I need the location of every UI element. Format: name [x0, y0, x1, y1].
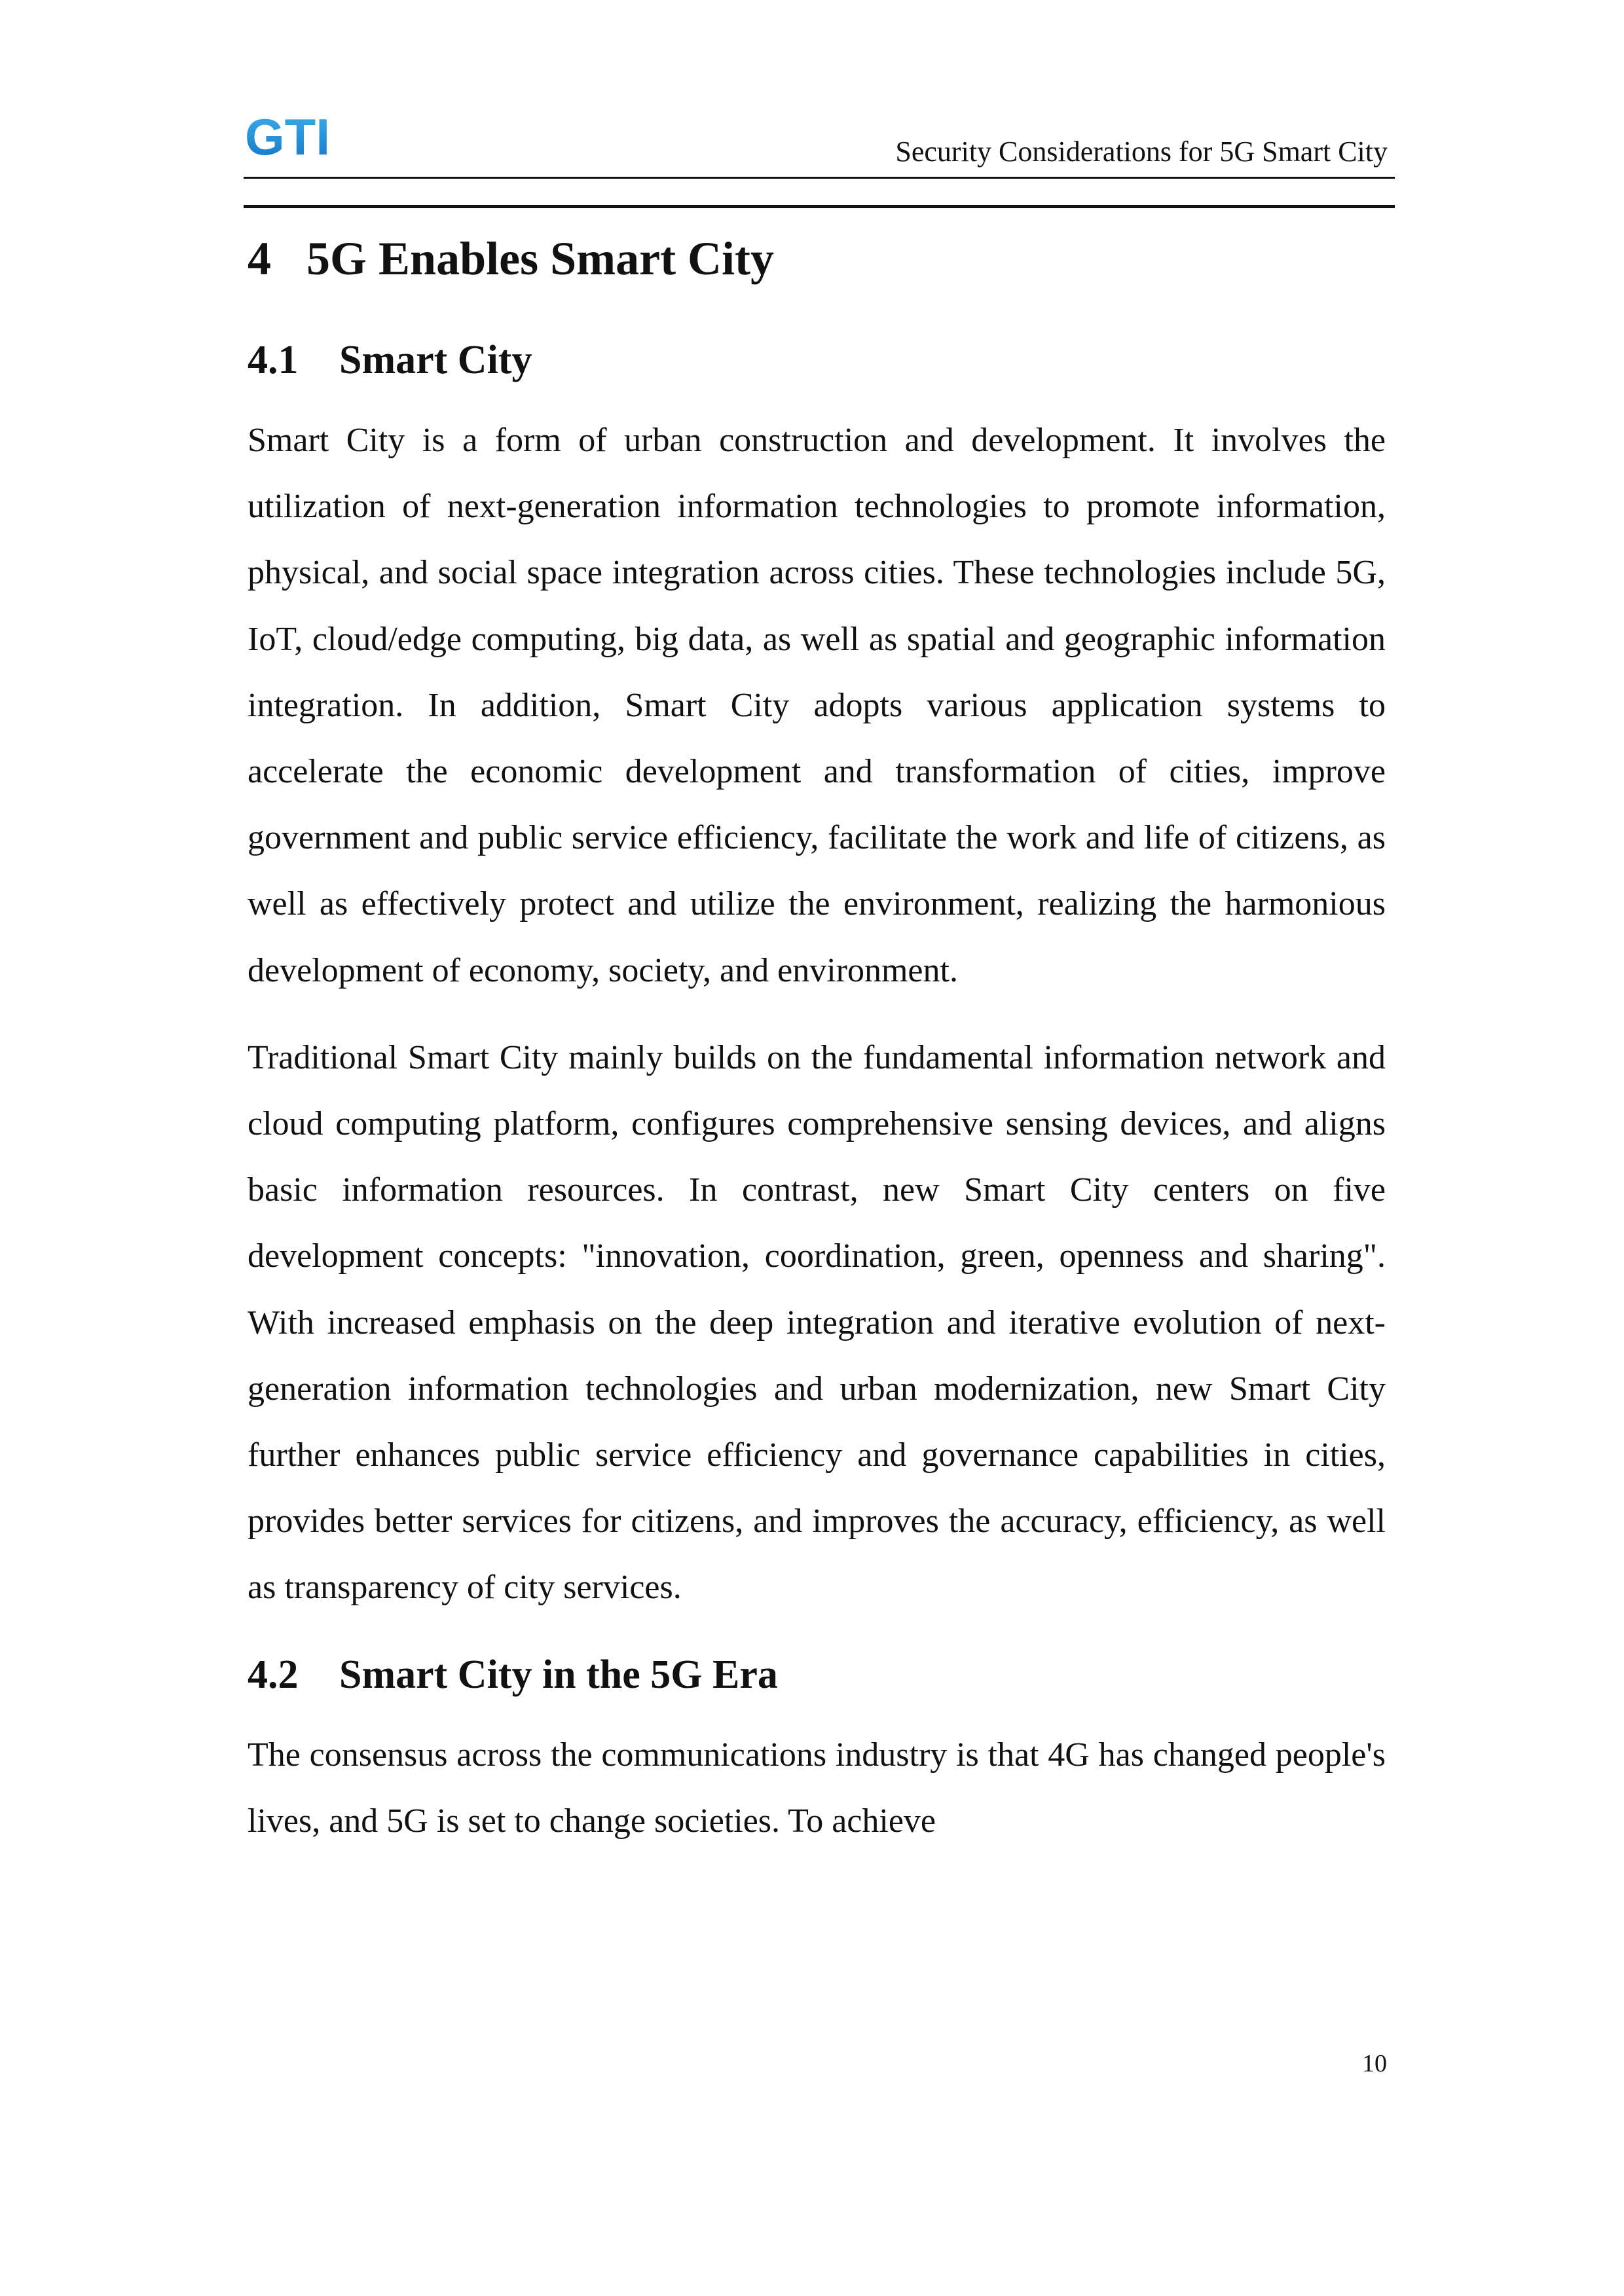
- section-heading-4-2: [248, 1642, 1386, 1707]
- gti-logo: [245, 115, 343, 161]
- gti-logo-lettering: GTI: [245, 115, 330, 161]
- running-header-title: Security Considerations for 5G Smart City: [895, 136, 1388, 168]
- chapter-title: 5G Enables Smart City: [306, 232, 775, 285]
- body-paragraph: The consensus across the communications industry is that 4G has changed people's lives, and 5G is set to change societies. To achieve: [248, 1736, 1386, 1840]
- body-paragraph: Smart City is a form of urban construction and development. It involves the utilization of next-generation information technologies to promote information, physical, and social space integration across cities. These technologies include 5G, IoT, cloud/edge computing, big data, as well as spatial and geographic information integration. In addition, Smart City adopts various application systems to accelerate the economic development and transformation of cities, improve government and public service efficiency, facilitate the work and life of citizens, as well as effectively protect and utilize the environment, realizing the harmonious development of economy, society, and environment.: [248, 422, 1386, 989]
- body-paragraph: Traditional Smart City mainly builds on the fundamental information network and cloud computing platform, configures comprehensive sensing devices, and aligns basic information resources. In contrast, new Smart City centers on five development concepts: "innovation, coordination, green, openness and sharing". With increased emphasis on the deep integration and iterative evolution of next-generation information technologies and urban modernization, new Smart City further enhances public service efficiency and governance capabilities in cities, provides better services for citizens, and improves the accuracy, efficiency, as well as transparency of city services.: [248, 1038, 1386, 1607]
- section-title: Smart City: [339, 338, 532, 382]
- section-number: 4.1: [248, 338, 299, 382]
- page-number: 10: [1362, 2050, 1387, 2077]
- section-title: Smart City in the 5G Era: [339, 1652, 778, 1697]
- section-number: 4.2: [248, 1652, 299, 1697]
- chapter-number: 4: [248, 232, 271, 285]
- chapter-heading: [248, 208, 1386, 297]
- page-content: [248, 208, 1386, 1854]
- gti-logo-mark: [245, 115, 343, 161]
- section-heading-4-1: [248, 327, 1386, 393]
- header-rule-thin: [244, 177, 1395, 179]
